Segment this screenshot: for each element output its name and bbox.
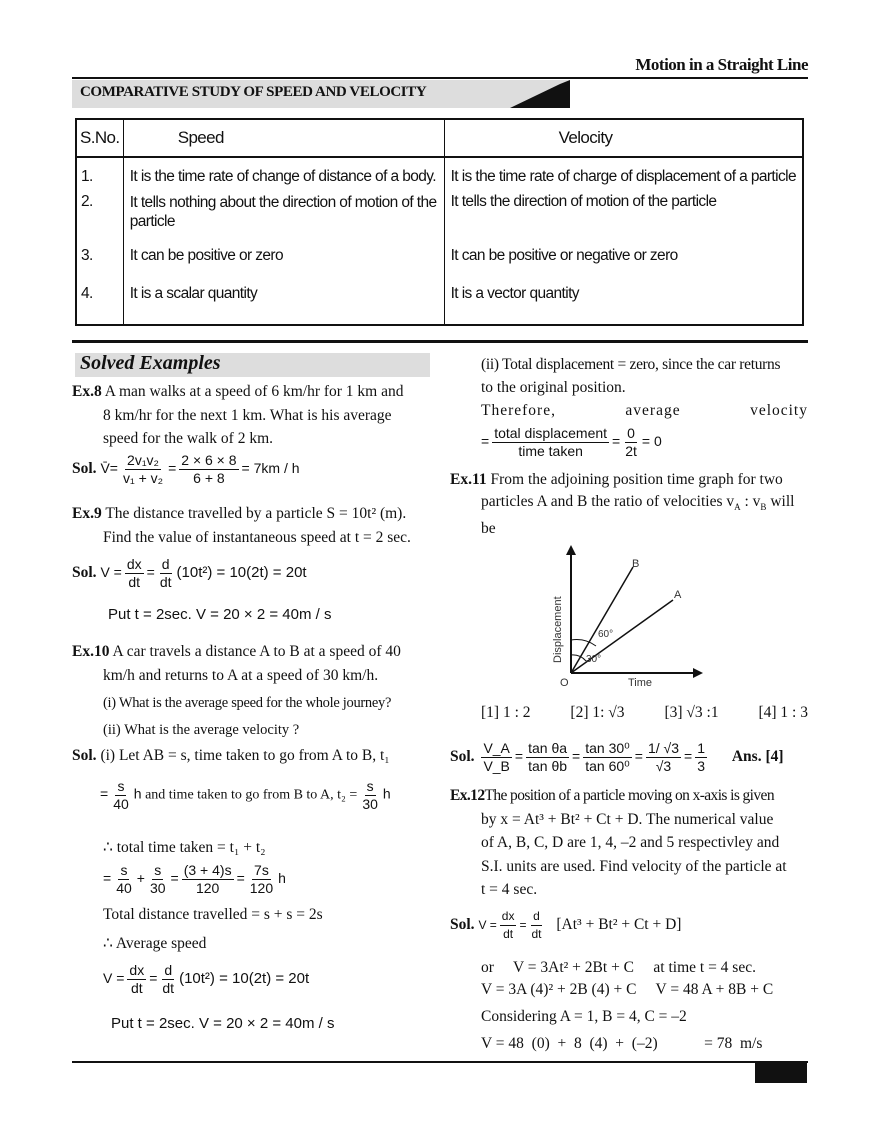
- denominator: 40: [116, 880, 132, 896]
- denominator: dt: [531, 927, 542, 941]
- text-line: V = 48 (0) + 8 (4) + (–2) = 78 m/s: [481, 1035, 763, 1052]
- row-number: 3.: [76, 237, 123, 273]
- sol-label: Sol.: [72, 747, 97, 764]
- numerator: tan θa: [528, 740, 568, 756]
- math: = 0: [641, 433, 662, 450]
- option-4: [4] 1 : 3: [758, 704, 808, 721]
- avg-velocity-eq: = total displacement time taken = $\frac{0}{2t}$ = 0: [481, 425, 662, 459]
- header-rule: [72, 77, 808, 79]
- section-title: COMPARATIVE STUDY OF SPEED AND VELOCITY: [80, 84, 427, 100]
- ex11-label: Ex.11: [450, 471, 487, 488]
- option-3: [3] √3 :1: [664, 704, 719, 721]
- fraction: [121, 452, 165, 487]
- ex10-distance: Total distance travelled = s + s = 2s: [103, 906, 323, 923]
- option-2: [2] 1: √3: [570, 704, 625, 721]
- text-line: (ii) Total displacement = zero, since the car returns: [481, 356, 781, 373]
- numerator: (3 + 4)s: [183, 862, 232, 878]
- ex8-label: Ex.8: [72, 383, 102, 400]
- fraction: [695, 740, 707, 775]
- y-axis-arrow: [566, 545, 576, 555]
- therefore-line: [481, 402, 808, 420]
- math: V =: [103, 970, 125, 987]
- sol-label: Sol.: [450, 916, 475, 934]
- fraction: [182, 862, 234, 897]
- text-line: V = 3A (4)² + 2B (4) + C V = 48 A + 8B + C: [481, 981, 774, 998]
- text-line: (i) Let AB = s, time taken to go from A to B, t₁: [100, 747, 390, 764]
- speed-cell: It can be positive or zero: [123, 237, 444, 273]
- denominator: dt: [128, 574, 141, 590]
- x-axis-label: Time: [628, 677, 653, 689]
- math: h: [133, 785, 142, 802]
- fraction: [623, 425, 639, 460]
- numerator: 2 × 6 × 8: [181, 452, 237, 468]
- denominator: V_B: [483, 758, 510, 774]
- numerator: s: [120, 862, 128, 878]
- denominator: dt: [503, 927, 514, 941]
- ex9-solution: Sol. V = $\frac{dx}{dt}$ = $\frac{d}{dt}$ (10t²) = 10(2t) = 20t: [72, 556, 307, 590]
- text-line: t = 4 sec.: [481, 881, 538, 898]
- denominator: tan 60⁰: [585, 758, 630, 774]
- text-line: of A, B, C, D are 1, 4, –2 and 5 respectivley and: [481, 834, 780, 851]
- denominator: v₁ + v₂: [122, 470, 164, 486]
- denominator: 120: [249, 880, 274, 896]
- math: (10t²) = 10(2t) = 20t: [176, 564, 307, 582]
- ex10-sol-line1: [72, 747, 390, 765]
- ex8-question: [72, 380, 404, 451]
- header-sno: S.No.: [76, 119, 123, 157]
- denominator: dt: [159, 574, 172, 590]
- fraction: [526, 740, 569, 775]
- fraction: [114, 862, 134, 897]
- ex12-solution: Sol. V = $\frac{dx}{dt}$ = $\frac{d}{dt}$ [At³ + Bt² + Ct + D]: [450, 909, 682, 941]
- header-speed: Speed: [123, 119, 444, 157]
- fraction: [179, 452, 238, 487]
- ex10-part2: [481, 353, 780, 399]
- numerator: 1: [697, 740, 705, 756]
- math: (10t²) = 10(2t) = 20t: [179, 970, 310, 988]
- origin-label: O: [560, 677, 569, 689]
- math: V̄=: [100, 460, 118, 477]
- denominator: 120: [195, 880, 220, 896]
- numerator: 1/ √3: [647, 740, 679, 756]
- ex10-total-time: ∴ total time taken = t₁ + t₂: [103, 839, 266, 856]
- sol-label: Sol.: [450, 748, 475, 766]
- ex11-solution: Sol. $\frac{V\_A}{V\_B}$ = $\frac{\text{tan θa}}{\text{tan θb}}$ = $\frac{\text{tan 30⁰}}{\text{tan 60⁰}}$ = $\frac{1/ √3}{√3}$ = $\frac{1}{3}$ Ans. [4]: [450, 740, 784, 774]
- text-line: A man walks at a speed of 6 km/hr for 1 km and: [104, 383, 404, 400]
- row-number: 1.: [76, 157, 123, 187]
- numerator: s: [154, 862, 162, 878]
- option-1: [1] 1 : 2: [481, 704, 531, 721]
- text-line: S.I. units are used. Find velocity of the particle at: [481, 857, 787, 875]
- angle-60-label: 60°: [598, 629, 614, 640]
- text-line: and time taken to go from B to A, t₂ =: [145, 787, 358, 803]
- numerator: d: [164, 962, 173, 978]
- fraction: [125, 556, 144, 591]
- velocity-cell: It tells the direction of motion of the particle: [450, 193, 717, 210]
- ex12-steps: [481, 957, 773, 1055]
- row-number: 2.: [76, 187, 123, 237]
- math: [At³ + Bt² + Ct + D]: [556, 916, 682, 934]
- denominator: 30: [362, 796, 378, 812]
- ex11-options: [481, 704, 808, 722]
- row-number: 4.: [76, 273, 123, 325]
- x-axis-arrow: [693, 668, 703, 678]
- ex10-sol-line2: [100, 778, 391, 813]
- text-line: speed for the walk of 2 km.: [103, 430, 274, 447]
- math: = 7km / h: [241, 460, 300, 477]
- text-line: : v: [740, 493, 761, 510]
- denominator: dt: [162, 980, 175, 996]
- text-line: or V = 3At² + 2Bt + C at time t = 4 sec.: [481, 959, 756, 976]
- fraction: [248, 862, 275, 897]
- text-word: Therefore,: [481, 402, 556, 419]
- numerator: d: [161, 556, 170, 572]
- numerator: dx: [126, 556, 142, 572]
- text-line: 8 km/hr for the next 1 km. What is his average: [103, 406, 392, 424]
- denominator: 2t: [625, 443, 637, 459]
- angle-arc-60: [571, 640, 596, 646]
- text-line: The position of a particle moving on x-axis is given: [484, 787, 774, 804]
- math: V =: [478, 918, 497, 933]
- velocity-cell: It is a vector quantity: [450, 285, 579, 302]
- fraction: [492, 425, 609, 460]
- subscript: A: [734, 502, 741, 513]
- page-number-box: [755, 1063, 807, 1083]
- speed-cell: It is a scalar quantity: [123, 273, 444, 325]
- fraction: [500, 908, 517, 943]
- velocity-cell: It is the time rate of charge of displacement of a particle: [450, 168, 796, 185]
- numerator: 7s: [254, 862, 269, 878]
- text-line: Find the value of instantaneous speed at t = 2 sec.: [103, 529, 411, 546]
- numerator: s: [117, 778, 125, 794]
- text-line: The distance travelled by a particle S = 10t² (m).: [105, 505, 407, 522]
- ex10-label: Ex.10: [72, 643, 110, 660]
- line-b-label: B: [632, 558, 640, 570]
- math: V =: [100, 564, 122, 581]
- ex9-put: Put t = 2sec. V = 20 × 2 = 40m / s: [108, 606, 332, 623]
- denominator: dt: [130, 980, 143, 996]
- speed-cell: It tells nothing about the direction of motion of the particle: [123, 187, 444, 237]
- fraction: [111, 778, 131, 813]
- velocity-cell: It can be positive or negative or zero: [450, 247, 678, 264]
- position-time-graph: [548, 545, 708, 690]
- ex12-question: [450, 784, 787, 902]
- numerator: tan 30⁰: [585, 740, 630, 756]
- fraction: [481, 740, 511, 775]
- fraction: [530, 908, 544, 943]
- math: +: [136, 870, 145, 887]
- angle-30-label: 30°: [586, 654, 602, 665]
- numerator: dx: [129, 962, 145, 978]
- ex10-sum: = $\frac{s}{40}$ + $\frac{s}{30}$ = $\frac{(3 + 4)s}{120}$ = $\frac{7s}{120}$ h: [103, 862, 286, 896]
- ex8-solution: Sol. V̄= $\frac{\text{2v₁v₂}}{\text{v₁ + v₂}}$ = $\frac{2 \times 6 \times 8}{6 + 8}$ = 7km / h: [72, 452, 300, 486]
- numerator: d: [531, 908, 542, 926]
- denominator: 6 + 8: [193, 470, 225, 486]
- denominator: 3: [697, 758, 705, 774]
- answer: Ans. [4]: [731, 748, 784, 766]
- header-velocity: Velocity: [558, 128, 613, 147]
- sol-label: Sol.: [72, 460, 97, 478]
- fraction: [583, 740, 632, 775]
- table-row: [76, 157, 803, 187]
- text-word: average: [625, 402, 681, 419]
- denominator: 30: [149, 880, 166, 896]
- math: h: [382, 785, 391, 802]
- denominator: √3: [655, 758, 672, 774]
- solved-examples-title: Solved Examples: [80, 352, 221, 374]
- y-axis-label: Displacement: [552, 596, 564, 663]
- numerator: 2v₁v₂: [127, 452, 159, 468]
- section-rule: [72, 340, 808, 343]
- fraction: [360, 778, 380, 813]
- ex10-velocity-eq: V = $\frac{dx}{dt}$ = $\frac{d}{dt}$ (10t²) = 10(2t) = 20t: [103, 962, 310, 996]
- banner-triangle: [510, 80, 574, 108]
- ex9-question: [72, 502, 411, 550]
- text-line: Considering A = 1, B = 4, C = –2: [481, 1008, 687, 1025]
- numerator: dx: [500, 908, 517, 926]
- ex9-label: Ex.9: [72, 505, 102, 522]
- ex12-label: Ex.12: [450, 787, 485, 804]
- text-line: be: [481, 520, 496, 538]
- chapter-title: Motion in a Straight Line: [635, 55, 808, 74]
- math: =: [103, 870, 112, 887]
- table-row: [76, 273, 803, 325]
- text-line: km/h and returns to A at a speed of 30 km/h.: [103, 667, 379, 684]
- comparison-table: [75, 118, 804, 326]
- numerator: V_A: [483, 740, 510, 756]
- text-line: by x = At³ + Bt² + Ct + D. The numerical value: [481, 810, 774, 828]
- text-line: (ii) What is the average velocity ?: [103, 722, 300, 738]
- fraction: [148, 862, 168, 897]
- footer-rule: [72, 1061, 808, 1063]
- sol-label: Sol.: [72, 564, 97, 582]
- fraction: [127, 962, 146, 997]
- math: =: [100, 785, 109, 802]
- numerator: 0: [627, 425, 635, 441]
- line-a-label: A: [674, 589, 682, 601]
- text-line: to the original position.: [481, 379, 626, 396]
- fraction: [158, 556, 174, 591]
- numerator: total displacement: [494, 425, 608, 441]
- subscript: B: [760, 502, 767, 513]
- text-line: (i) What is the average speed for the whole journey?: [103, 695, 392, 711]
- denominator: time taken: [518, 443, 583, 459]
- text-line: From the adjoining position time graph for two: [490, 471, 783, 488]
- fraction: [646, 740, 681, 775]
- text-line: A car travels a distance A to B at a speed of 40: [112, 643, 401, 660]
- fraction: [160, 962, 176, 997]
- table-row: [76, 187, 803, 237]
- text-line: particles A and B the ratio of velocities v: [481, 493, 735, 510]
- text-line: will: [766, 493, 795, 510]
- denominator: tan θb: [528, 758, 568, 774]
- speed-cell: It is the time rate of change of distance of a body.: [123, 157, 444, 187]
- ex11-question: [450, 469, 794, 540]
- text-word: velocity: [750, 402, 808, 419]
- ex10-question: [72, 640, 401, 742]
- numerator: s: [366, 778, 374, 794]
- table-header-row: [76, 119, 803, 157]
- ex10-average: ∴ Average speed: [103, 935, 207, 952]
- table-row: [76, 237, 803, 273]
- math: h: [278, 870, 286, 887]
- ex10-put: Put t = 2sec. V = 20 × 2 = 40m / s: [111, 1015, 335, 1032]
- denominator: 40: [113, 796, 129, 812]
